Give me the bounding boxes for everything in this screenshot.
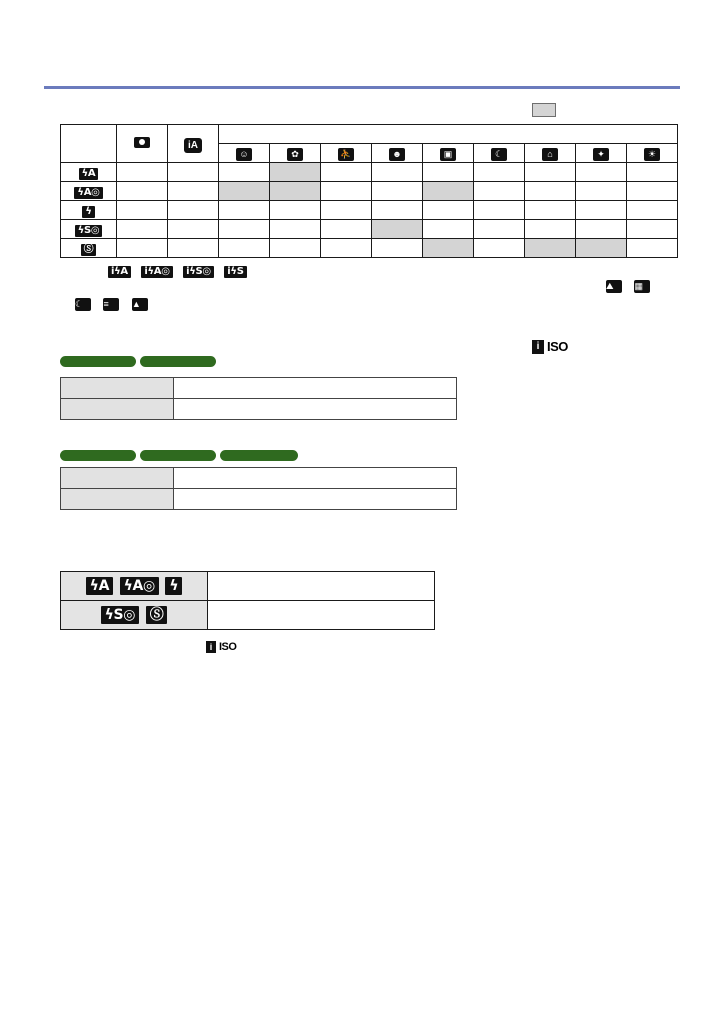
- availability-cell: [576, 163, 627, 182]
- mode-pill: [60, 356, 136, 367]
- section-divider-bar: [44, 86, 680, 89]
- table-corner: [61, 125, 117, 163]
- availability-cell: [474, 239, 525, 258]
- portrait-icon: ☺: [236, 148, 252, 161]
- table-row: [61, 163, 678, 182]
- flash-forced-on-icon: ϟ: [165, 577, 182, 595]
- slow-sync-redeye-icon: ϟS◎: [101, 606, 140, 624]
- flash-mode-icon: ϟA◎: [74, 187, 102, 199]
- info-iso-icon: [532, 339, 568, 354]
- availability-cell: [321, 163, 372, 182]
- availability-cell: [627, 163, 678, 182]
- scene-group-header: [219, 125, 678, 144]
- availability-cell: [168, 201, 219, 220]
- availability-cell: [627, 239, 678, 258]
- flash-mode-row-header: [61, 220, 117, 239]
- night-portrait-icon: ▣: [440, 148, 456, 161]
- availability-cell: [219, 239, 270, 258]
- availability-cell: [117, 182, 168, 201]
- flash-off-icon: Ⓢ: [146, 606, 168, 624]
- availability-cell: [219, 201, 270, 220]
- scene-icon-row-right: [606, 276, 658, 294]
- availability-cell: [576, 201, 627, 220]
- scene-column-header: [525, 144, 576, 163]
- availability-cell: [321, 220, 372, 239]
- availability-cell: [474, 220, 525, 239]
- availability-cell: [117, 220, 168, 239]
- availability-cell: [168, 239, 219, 258]
- mode-pill: [140, 356, 216, 367]
- flash-redeye-icon: ϟA◎: [120, 577, 159, 595]
- availability-cell: [372, 163, 423, 182]
- availability-cell: [525, 220, 576, 239]
- mode-pill: [140, 450, 216, 461]
- scene-column-header: [321, 144, 372, 163]
- availability-cell: [270, 239, 321, 258]
- availability-cell: [219, 220, 270, 239]
- info-table-1: [60, 377, 457, 420]
- flash-mode-icon: Ⓢ: [81, 244, 97, 256]
- pet-icon: ☀: [644, 148, 660, 161]
- mode-pill: [60, 450, 136, 461]
- scene-icon-row-left: [75, 294, 156, 312]
- iso-label: ISO: [219, 641, 237, 653]
- availability-cell: [474, 201, 525, 220]
- ia-slow-sync-redeye-icon: iϟS◎: [183, 266, 214, 278]
- flash-mode-row-header: [61, 239, 117, 258]
- soft-skin-icon: ✿: [287, 148, 303, 161]
- info-iso-icon-small: [206, 641, 236, 653]
- availability-cell: [117, 239, 168, 258]
- info-icon: i: [206, 641, 216, 653]
- availability-cell: [372, 182, 423, 201]
- food-icon: ⌂: [542, 148, 558, 161]
- availability-cell: [117, 163, 168, 182]
- availability-cell: [576, 239, 627, 258]
- flash-mode-row-header: [61, 163, 117, 182]
- availability-cell: [627, 201, 678, 220]
- availability-cell: [423, 163, 474, 182]
- flash-mode-icon: ϟS◎: [75, 225, 103, 237]
- availability-cell: [423, 220, 474, 239]
- ia-slow-sync-icon: iϟS: [224, 266, 246, 278]
- availability-cell: [627, 182, 678, 201]
- availability-cell: [525, 201, 576, 220]
- flash-mode-row-header: [61, 182, 117, 201]
- availability-cell: [474, 163, 525, 182]
- night-scenery-icon: ☾: [491, 148, 507, 161]
- note-icon-row: [108, 261, 253, 279]
- ia-column-header: [168, 125, 219, 163]
- availability-cell: [372, 201, 423, 220]
- info-table-2: [60, 467, 457, 510]
- camera-column-header: [117, 125, 168, 163]
- availability-cell: [423, 201, 474, 220]
- availability-cell: [321, 239, 372, 258]
- ia-icon: iA: [184, 138, 202, 153]
- availability-cell: [576, 220, 627, 239]
- availability-cell: [270, 182, 321, 201]
- availability-cell: [117, 201, 168, 220]
- availability-cell: [627, 220, 678, 239]
- baby-icon: ✦: [593, 148, 609, 161]
- scene-column-header: [474, 144, 525, 163]
- availability-cell: [576, 182, 627, 201]
- availability-cell: [168, 182, 219, 201]
- availability-cell: [423, 239, 474, 258]
- availability-cell: [219, 182, 270, 201]
- flash-mode-row-header: [61, 201, 117, 220]
- availability-cell: [525, 182, 576, 201]
- table-row: [61, 220, 678, 239]
- info-icon: i: [532, 340, 544, 354]
- scene-column-header: [423, 144, 474, 163]
- availability-cell: [525, 239, 576, 258]
- flash-mode-table: [60, 571, 435, 630]
- night-icon: ☾: [75, 298, 91, 311]
- availability-cell: [474, 182, 525, 201]
- availability-cell: [372, 239, 423, 258]
- gray-legend-swatch: [532, 103, 556, 117]
- scene-column-header: [270, 144, 321, 163]
- camera-icon: [134, 137, 150, 148]
- availability-cell: [321, 201, 372, 220]
- availability-cell: [372, 220, 423, 239]
- availability-cell: [270, 163, 321, 182]
- availability-cell: [525, 163, 576, 182]
- table-row: [61, 182, 678, 201]
- ia-flash-auto-icon: iϟA: [108, 266, 131, 278]
- flash-auto-icon: ϟA: [86, 577, 113, 595]
- mode-pill: [220, 450, 298, 461]
- scene-column-header: [372, 144, 423, 163]
- mountain-frame-icon: ▦: [634, 280, 650, 293]
- scene-column-header: [219, 144, 270, 163]
- flash-mode-icon: ϟA: [79, 168, 99, 180]
- availability-cell: [219, 163, 270, 182]
- scenery-icon: ⛹: [338, 148, 354, 161]
- scene-column-header: [576, 144, 627, 163]
- table-row: [61, 201, 678, 220]
- iso-label: ISO: [547, 339, 568, 354]
- hill-icon: ▲: [132, 298, 148, 311]
- flash-availability-table: [60, 124, 678, 258]
- mountain-icon: ⛰: [606, 280, 622, 293]
- table-row: [61, 239, 678, 258]
- availability-cell: [168, 163, 219, 182]
- availability-cell: [321, 182, 372, 201]
- flash-mode-icon: ϟ: [82, 206, 94, 218]
- availability-cell: [423, 182, 474, 201]
- hdr-icon: ≡: [103, 298, 119, 311]
- sports-icon: ☻: [389, 148, 405, 161]
- ia-flash-redeye-icon: iϟA◎: [141, 266, 172, 278]
- availability-cell: [168, 220, 219, 239]
- scene-column-header: [627, 144, 678, 163]
- availability-cell: [270, 201, 321, 220]
- availability-cell: [270, 220, 321, 239]
